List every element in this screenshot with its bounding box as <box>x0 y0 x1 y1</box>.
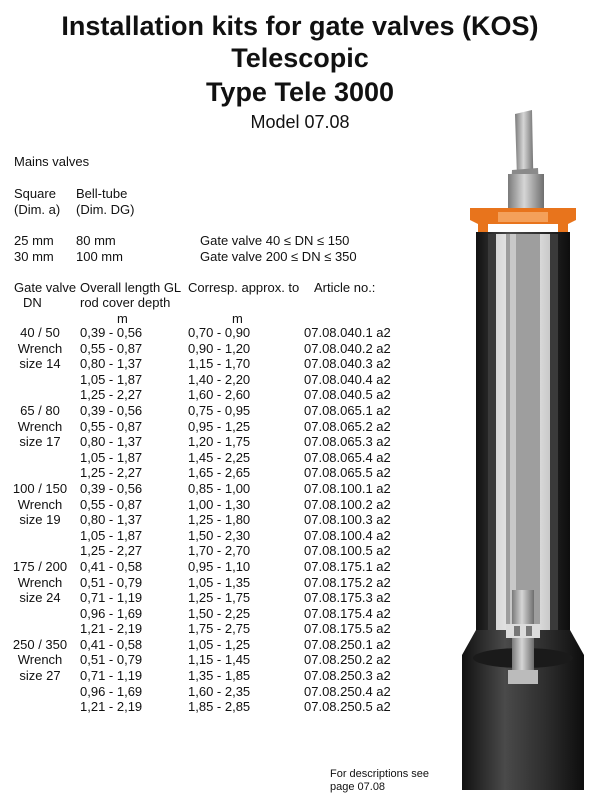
article-number-cell: 07.08.175.2 a2 <box>304 574 391 590</box>
corresp-depth-cell: 1,35 - 1,85 <box>188 668 251 684</box>
corresp-depth-cell: 1,00 - 1,30 <box>188 496 251 512</box>
article-number-cell: 07.08.100.2 a2 <box>304 496 391 512</box>
article-number-cell: 07.08.040.2 a2 <box>304 340 391 356</box>
corresp-depth-cell: 0,95 - 1,10 <box>188 558 251 574</box>
overall-length-cell: 1,05 - 1,87 <box>80 449 143 465</box>
overall-length-cell: 0,51 - 0,79 <box>80 652 143 668</box>
bell-tube-dim: (Dim. DG) <box>76 202 135 217</box>
article-number-cell: 07.08.065.2 a2 <box>304 418 391 434</box>
overall-length-cell: 0,39 - 0,56 <box>80 480 143 496</box>
overall-length-cell: 0,96 - 1,69 <box>80 605 143 621</box>
overall-length-cell: 0,41 - 0,58 <box>80 636 143 652</box>
corresp-depth-cell: 1,05 - 1,25 <box>188 636 251 652</box>
dn-column <box>8 325 72 715</box>
bell-value: 100 mm <box>76 249 123 264</box>
header-overall-length: Overall length GL <box>80 280 182 295</box>
footer-note <box>330 768 429 794</box>
overall-length-cell: 1,21 - 2,19 <box>80 621 143 637</box>
dn-cell <box>8 465 72 481</box>
dn-cell <box>8 450 72 466</box>
corresp-depth-cell: 1,05 - 1,35 <box>188 574 251 590</box>
gl-column <box>80 325 142 715</box>
corresp-depth-cell: 1,85 - 2,85 <box>188 699 251 715</box>
page-title: Installation kits for gate valves (KOS) <box>61 11 539 41</box>
article-number-cell: 07.08.040.5 a2 <box>304 387 391 403</box>
telescopic-installation-kit-icon <box>462 110 584 790</box>
corresp-depth-cell: 1,25 - 1,80 <box>188 512 251 528</box>
overall-length-cell: 0,55 - 0,87 <box>80 418 143 434</box>
corresp-depth-cell: 0,90 - 1,20 <box>188 340 251 356</box>
overall-length-cell: 1,25 - 2,27 <box>80 465 143 481</box>
header-rod-cover-depth: rod cover depth <box>80 295 171 310</box>
dn-cell <box>8 372 72 388</box>
model-label: Model 07.08 <box>250 112 350 132</box>
overall-length-cell: 1,05 - 1,87 <box>80 371 143 387</box>
overall-length-cell: 0,55 - 0,87 <box>80 496 143 512</box>
page-subtitle: Telescopic <box>231 43 369 73</box>
dn-cell <box>8 387 72 403</box>
square-value: 30 mm <box>14 249 54 264</box>
overall-length-cell: 0,80 - 1,37 <box>80 434 143 450</box>
dn-cell: Wrench <box>17 340 63 356</box>
dn-cell: Wrench <box>17 418 63 434</box>
article-number-cell: 07.08.065.5 a2 <box>304 465 391 481</box>
article-number-cell: 07.08.100.4 a2 <box>304 527 391 543</box>
corresp-depth-cell: 0,85 - 1,00 <box>188 480 251 496</box>
overall-length-cell: 0,51 - 0,79 <box>80 574 143 590</box>
overall-length-cell: 1,25 - 2,27 <box>80 543 143 559</box>
article-number-cell: 07.08.100.3 a2 <box>304 512 391 528</box>
article-number-cell: 07.08.065.3 a2 <box>304 434 391 450</box>
overall-length-cell: 0,71 - 1,19 <box>80 668 143 684</box>
square-value: 25 mm <box>14 233 54 248</box>
dn-cell <box>8 528 72 544</box>
overall-length-cell: 0,55 - 0,87 <box>80 340 143 356</box>
article-number-cell: 07.08.175.3 a2 <box>304 590 391 606</box>
article-number-cell: 07.08.040.4 a2 <box>304 371 391 387</box>
article-number-cell: 07.08.250.2 a2 <box>304 652 391 668</box>
article-number-cell: 07.08.040.1 a2 <box>304 325 391 340</box>
corresp-depth-cell: 1,15 - 1,45 <box>188 652 251 668</box>
header-dn: DN <box>23 295 42 310</box>
corresp-depth-cell: 1,45 - 2,25 <box>188 449 251 465</box>
overall-length-cell: 0,80 - 1,37 <box>80 512 143 528</box>
dn-cell <box>8 699 72 715</box>
corresp-depth-cell: 1,60 - 2,60 <box>188 387 251 403</box>
corresp-depth-cell: 1,50 - 2,30 <box>188 527 251 543</box>
footer-line: page 07.08 <box>330 781 386 793</box>
dn-cell: 100 / 150 <box>12 480 68 496</box>
corresp-depth-cell: 1,15 - 1,70 <box>188 356 251 372</box>
corresp-depth-cell: 0,95 - 1,25 <box>188 418 251 434</box>
corresp-depth-cell: 1,75 - 2,75 <box>188 621 251 637</box>
article-number-cell: 07.08.040.3 a2 <box>304 356 391 372</box>
corresp-depth-cell: 1,25 - 1,75 <box>188 590 251 606</box>
dn-cell <box>8 684 72 700</box>
mains-valves-label: Mains valves <box>14 154 90 169</box>
article-number-cell: 07.08.065.4 a2 <box>304 449 391 465</box>
dn-cell <box>8 543 72 559</box>
bell-tube-label: Bell-tube <box>76 186 128 201</box>
gate-valve-range: Gate valve 200 ≤ DN ≤ 350 <box>200 249 357 264</box>
article-number-cell: 07.08.250.5 a2 <box>304 699 391 715</box>
dn-cell: size 24 <box>19 590 61 606</box>
overall-length-cell: 0,39 - 0,56 <box>80 325 143 340</box>
article-number-cell: 07.08.100.5 a2 <box>304 543 391 559</box>
dn-cell: 40 / 50 <box>20 325 60 340</box>
dn-cell: 65 / 80 <box>20 402 60 418</box>
header-corresp: Corresp. approx. to <box>188 280 300 295</box>
page-type: Type Tele 3000 <box>205 77 395 107</box>
square-label: Square <box>14 186 56 201</box>
article-number-cell: 07.08.250.4 a2 <box>304 683 391 699</box>
dn-cell <box>8 621 72 637</box>
corresp-column <box>188 325 250 715</box>
article-number-cell: 07.08.175.4 a2 <box>304 605 391 621</box>
corresp-depth-cell: 1,40 - 2,20 <box>188 371 251 387</box>
square-dim: (Dim. a) <box>14 202 61 217</box>
gate-valve-range: Gate valve 40 ≤ DN ≤ 150 <box>200 233 350 248</box>
unit-corresp: m <box>232 311 243 326</box>
article-number-cell: 07.08.175.1 a2 <box>304 558 391 574</box>
dn-cell: Wrench <box>17 652 63 668</box>
overall-length-cell: 0,39 - 0,56 <box>80 402 143 418</box>
bell-value: 80 mm <box>76 233 116 248</box>
dn-cell: size 27 <box>19 668 61 684</box>
header-gate-valve: Gate valve <box>14 280 77 295</box>
corresp-depth-cell: 1,60 - 2,35 <box>188 683 251 699</box>
overall-length-cell: 0,96 - 1,69 <box>80 683 143 699</box>
dn-cell: size 17 <box>19 434 61 450</box>
article-number-cell: 07.08.250.1 a2 <box>304 636 391 652</box>
corresp-depth-cell: 1,50 - 2,25 <box>188 605 251 621</box>
article-column <box>304 325 391 715</box>
corresp-depth-cell: 1,20 - 1,75 <box>188 434 251 450</box>
article-number-cell: 07.08.100.1 a2 <box>304 480 391 496</box>
dn-cell: size 19 <box>19 512 61 528</box>
overall-length-cell: 0,71 - 1,19 <box>80 590 143 606</box>
corresp-depth-cell: 0,70 - 0,90 <box>188 325 251 340</box>
overall-length-cell: 1,21 - 2,19 <box>80 699 143 715</box>
header-article-no: Article no.: <box>314 280 376 295</box>
corresp-depth-cell: 1,70 - 2,70 <box>188 543 251 559</box>
article-number-cell: 07.08.065.1 a2 <box>304 402 391 418</box>
dn-cell: 250 / 350 <box>12 636 68 652</box>
overall-length-cell: 0,80 - 1,37 <box>80 356 143 372</box>
dn-cell <box>8 606 72 622</box>
overall-length-cell: 1,25 - 2,27 <box>80 387 143 403</box>
footer-line: For descriptions see <box>330 768 430 780</box>
unit-gl: m <box>117 311 128 326</box>
article-number-cell: 07.08.175.5 a2 <box>304 621 391 637</box>
corresp-depth-cell: 1,65 - 2,65 <box>188 465 251 481</box>
dn-cell: Wrench <box>17 574 63 590</box>
overall-length-cell: 1,05 - 1,87 <box>80 527 143 543</box>
dn-cell: size 14 <box>19 356 61 372</box>
dn-cell: Wrench <box>17 496 63 512</box>
overall-length-cell: 0,41 - 0,58 <box>80 558 143 574</box>
corresp-depth-cell: 0,75 - 0,95 <box>188 402 251 418</box>
article-number-cell: 07.08.250.3 a2 <box>304 668 391 684</box>
dn-cell: 175 / 200 <box>12 558 68 574</box>
